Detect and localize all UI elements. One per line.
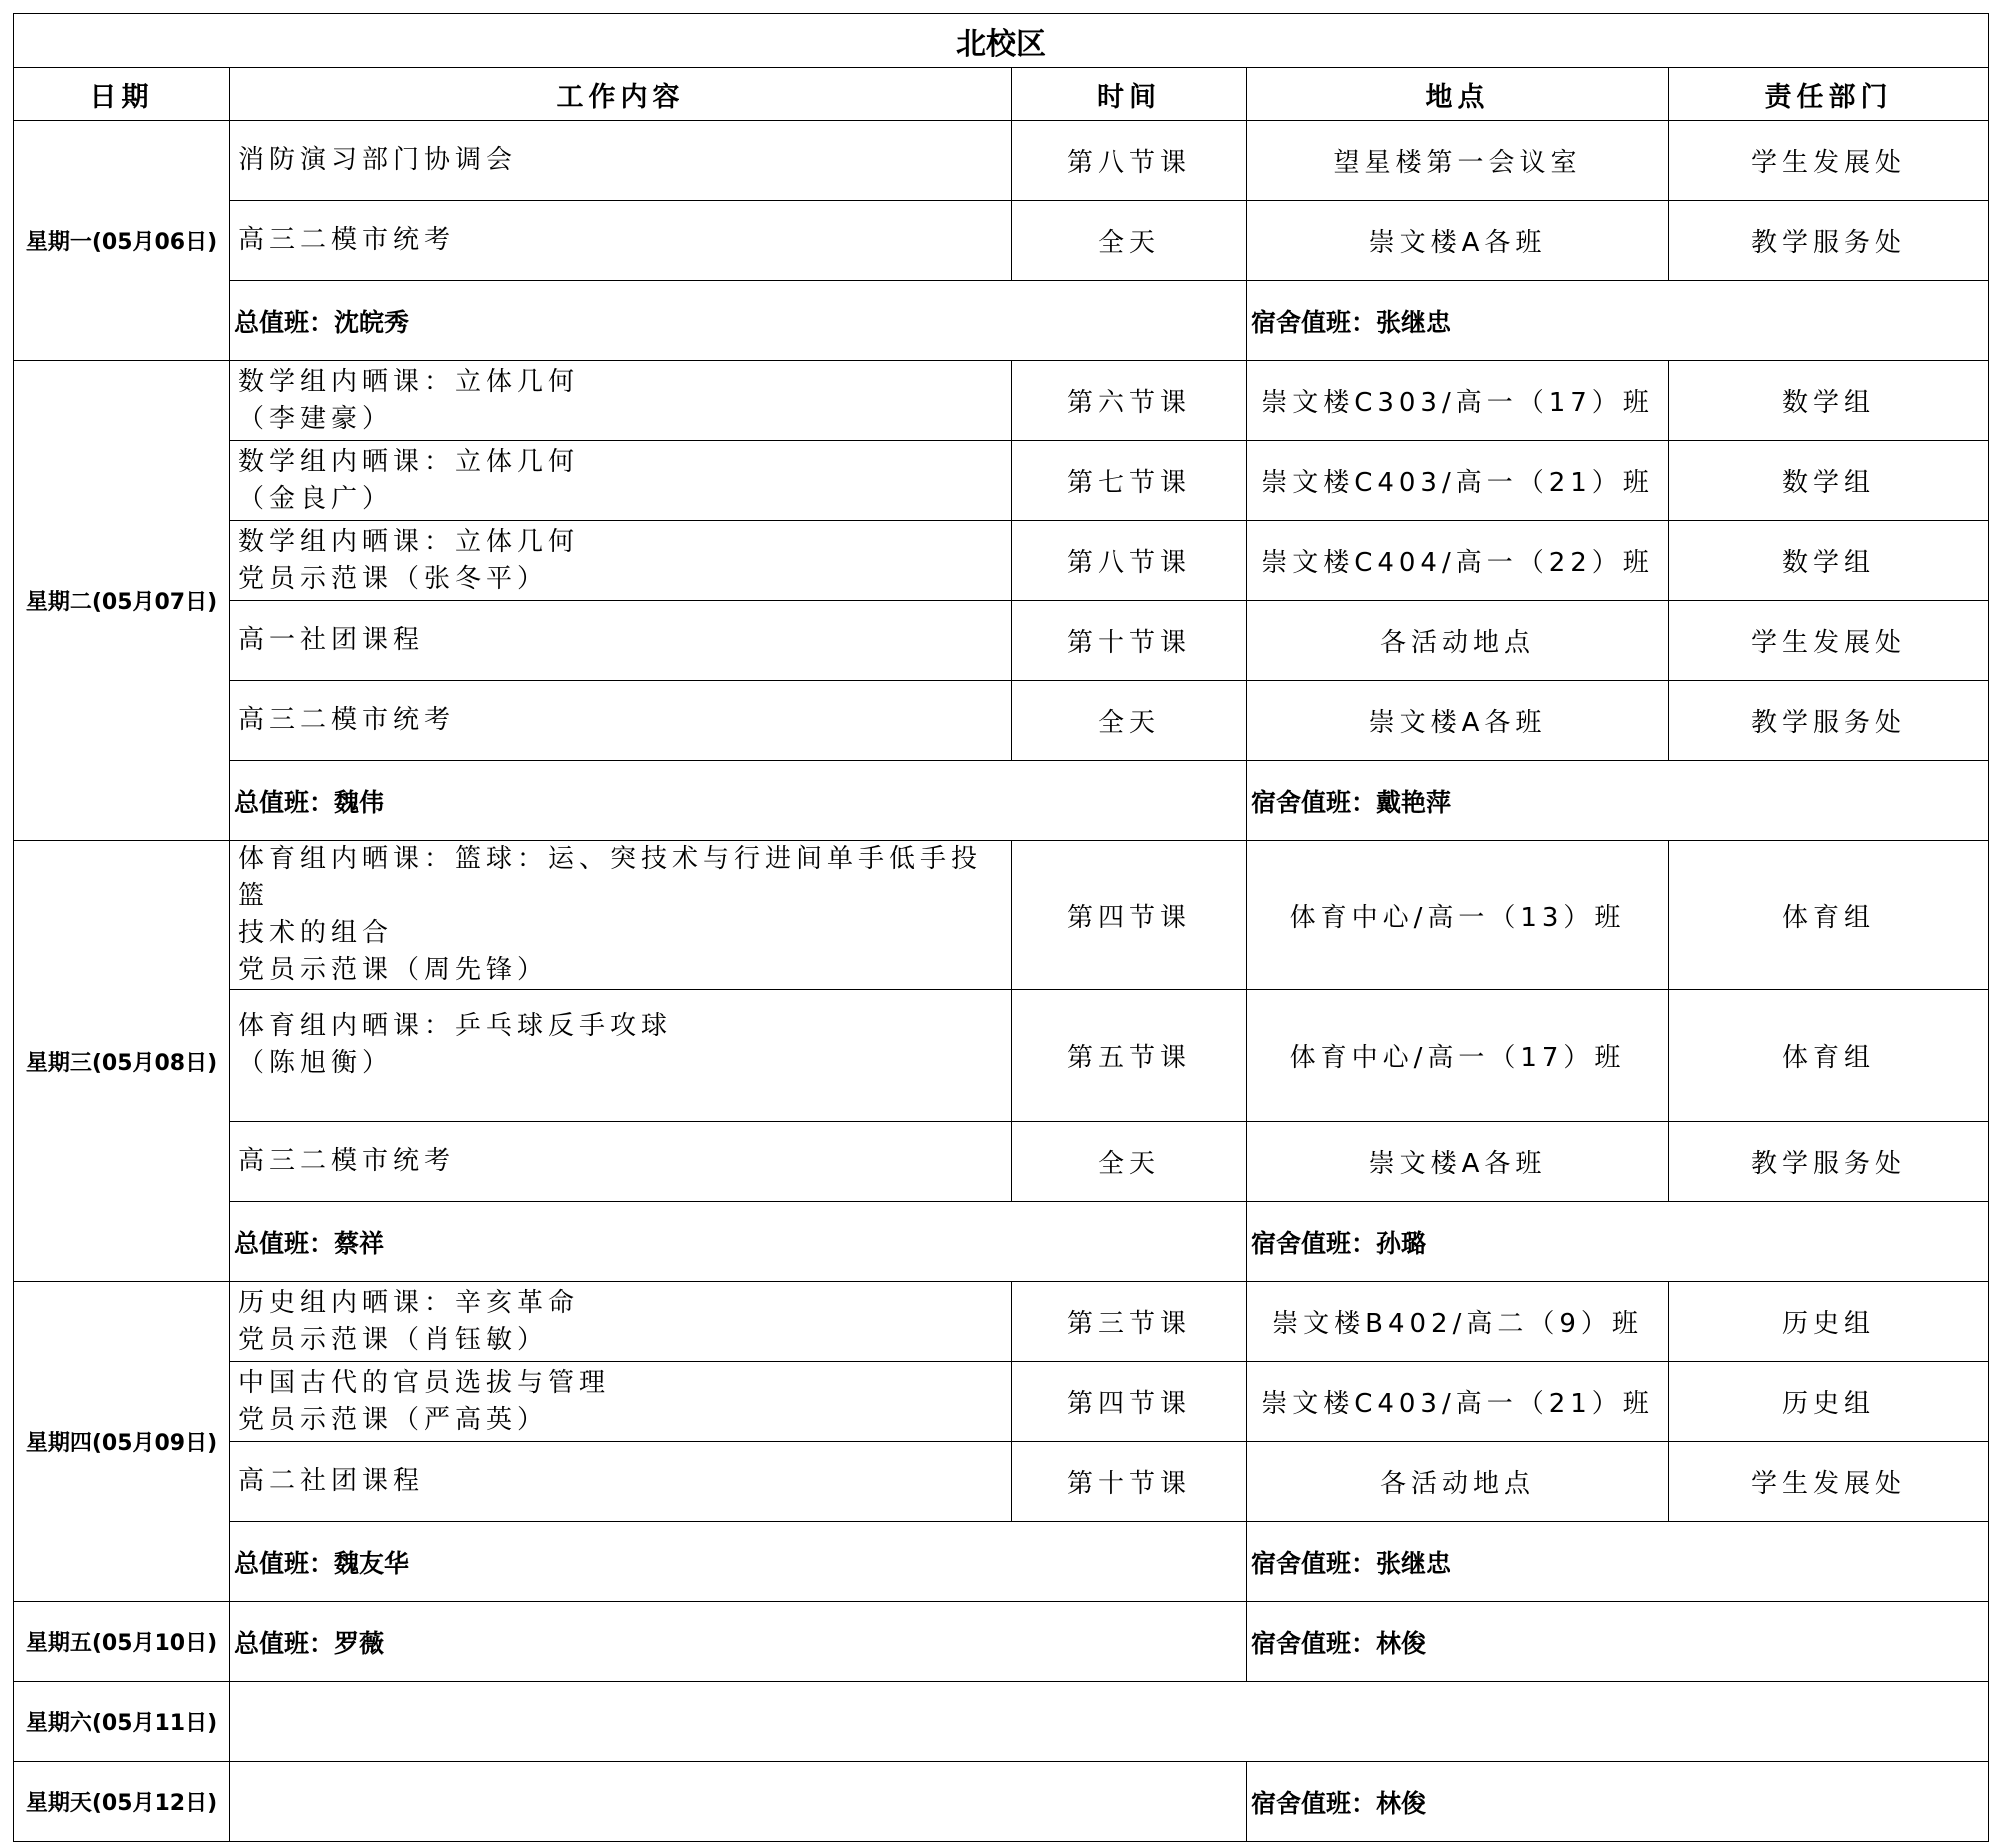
page-title: 北校区: [14, 14, 1989, 68]
table-row: [14, 1282, 1989, 1362]
location-cell: 体育中心/高一（17）班: [1247, 990, 1669, 1122]
date-cell: 星期一(05月06日): [14, 121, 230, 361]
location-cell: 崇文楼C403/高一（21）班: [1247, 1362, 1669, 1442]
time-cell: 第八节课: [1012, 521, 1247, 601]
dorm-duty-cell: 宿舍值班：张继忠: [1247, 281, 1989, 361]
duty-row: [14, 1202, 1989, 1282]
header-time: 时间: [1012, 68, 1247, 121]
department-cell: 学生发展处: [1669, 601, 1989, 681]
content-cell: 数学组内晒课：立体几何 （李建豪）: [230, 361, 1012, 441]
table-row: [14, 521, 1989, 601]
content-cell: 历史组内晒课：辛亥革命 党员示范课（肖钰敏）: [230, 1282, 1012, 1362]
schedule-table: [13, 13, 1989, 1842]
location-cell: 崇文楼C303/高一（17）班: [1247, 361, 1669, 441]
time-cell: 全天: [1012, 201, 1247, 281]
department-cell: 体育组: [1669, 841, 1989, 990]
date-cell: 星期天(05月12日): [14, 1762, 230, 1842]
location-cell: 各活动地点: [1247, 1442, 1669, 1522]
content-cell: 中国古代的官员选拔与管理 党员示范课（严高英）: [230, 1362, 1012, 1442]
date-cell: 星期三(05月08日): [14, 841, 230, 1282]
table-row: [14, 201, 1989, 281]
content-cell: 高三二模市统考: [230, 1122, 1012, 1202]
dorm-duty-cell: 宿舍值班：林俊: [1247, 1602, 1989, 1682]
table-row: [14, 1122, 1989, 1202]
content-cell: 高二社团课程: [230, 1442, 1012, 1522]
content-cell: 体育组内晒课：乒乓球反手攻球 （陈旭衡）: [230, 990, 1012, 1122]
header-location: 地点: [1247, 68, 1669, 121]
time-cell: 第三节课: [1012, 1282, 1247, 1362]
time-cell: 第六节课: [1012, 361, 1247, 441]
table-row: [14, 1442, 1989, 1522]
table-row: [14, 601, 1989, 681]
department-cell: 学生发展处: [1669, 121, 1989, 201]
time-cell: 全天: [1012, 1122, 1247, 1202]
duty-cell: 总值班：沈皖秀: [230, 281, 1247, 361]
department-cell: 教学服务处: [1669, 681, 1989, 761]
table-row: [14, 1362, 1989, 1442]
table-row: [14, 1602, 1989, 1682]
duty-row: [14, 1522, 1989, 1602]
content-cell: 高一社团课程: [230, 601, 1012, 681]
table-row: [14, 1762, 1989, 1842]
header-row: [14, 68, 1989, 121]
table-row: [14, 1682, 1989, 1762]
header-department: 责任部门: [1669, 68, 1989, 121]
location-cell: 崇文楼B402/高二（9）班: [1247, 1282, 1669, 1362]
header-date: 日期: [14, 68, 230, 121]
content-cell: 体育组内晒课：篮球：运、突技术与行进间单手低手投篮 技术的组合 党员示范课（周先锋）: [230, 841, 1012, 990]
date-cell: 星期六(05月11日): [14, 1682, 230, 1762]
department-cell: 教学服务处: [1669, 201, 1989, 281]
date-cell: 星期五(05月10日): [14, 1602, 230, 1682]
location-cell: 各活动地点: [1247, 601, 1669, 681]
time-cell: 全天: [1012, 681, 1247, 761]
content-cell: 高三二模市统考: [230, 681, 1012, 761]
department-cell: 历史组: [1669, 1282, 1989, 1362]
department-cell: 数学组: [1669, 361, 1989, 441]
department-cell: 数学组: [1669, 441, 1989, 521]
department-cell: 学生发展处: [1669, 1442, 1989, 1522]
empty-cell: [230, 1682, 1989, 1762]
time-cell: 第八节课: [1012, 121, 1247, 201]
table-row: [14, 681, 1989, 761]
location-cell: 崇文楼A各班: [1247, 201, 1669, 281]
duty-cell: 总值班：魏伟: [230, 761, 1247, 841]
table-row: [14, 841, 1989, 990]
empty-cell: [230, 1762, 1247, 1842]
table-row: [14, 990, 1989, 1122]
duty-row: [14, 761, 1989, 841]
duty-cell: 总值班：罗薇: [230, 1602, 1247, 1682]
time-cell: 第十节课: [1012, 1442, 1247, 1522]
table-row: [14, 361, 1989, 441]
header-content: 工作内容: [230, 68, 1012, 121]
location-cell: 崇文楼C404/高一（22）班: [1247, 521, 1669, 601]
location-cell: 崇文楼A各班: [1247, 681, 1669, 761]
time-cell: 第四节课: [1012, 1362, 1247, 1442]
duty-cell: 总值班：魏友华: [230, 1522, 1247, 1602]
department-cell: 体育组: [1669, 990, 1989, 1122]
table-row: [14, 441, 1989, 521]
time-cell: 第五节课: [1012, 990, 1247, 1122]
time-cell: 第四节课: [1012, 841, 1247, 990]
dorm-duty-cell: 宿舍值班：戴艳萍: [1247, 761, 1989, 841]
department-cell: 历史组: [1669, 1362, 1989, 1442]
date-cell: 星期四(05月09日): [14, 1282, 230, 1602]
date-cell: 星期二(05月07日): [14, 361, 230, 841]
duty-cell: 总值班：蔡祥: [230, 1202, 1247, 1282]
duty-row: [14, 281, 1989, 361]
location-cell: 望星楼第一会议室: [1247, 121, 1669, 201]
location-cell: 崇文楼C403/高一（21）班: [1247, 441, 1669, 521]
content-cell: 消防演习部门协调会: [230, 121, 1012, 201]
dorm-duty-cell: 宿舍值班：张继忠: [1247, 1522, 1989, 1602]
table-row: [14, 121, 1989, 201]
location-cell: 体育中心/高一（13）班: [1247, 841, 1669, 990]
content-cell: 高三二模市统考: [230, 201, 1012, 281]
content-cell: 数学组内晒课：立体几何 党员示范课（张冬平）: [230, 521, 1012, 601]
dorm-duty-cell: 宿舍值班：林俊: [1247, 1762, 1989, 1842]
location-cell: 崇文楼A各班: [1247, 1122, 1669, 1202]
content-cell: 数学组内晒课：立体几何 （金良广）: [230, 441, 1012, 521]
time-cell: 第七节课: [1012, 441, 1247, 521]
department-cell: 教学服务处: [1669, 1122, 1989, 1202]
time-cell: 第十节课: [1012, 601, 1247, 681]
dorm-duty-cell: 宿舍值班：孙璐: [1247, 1202, 1989, 1282]
department-cell: 数学组: [1669, 521, 1989, 601]
